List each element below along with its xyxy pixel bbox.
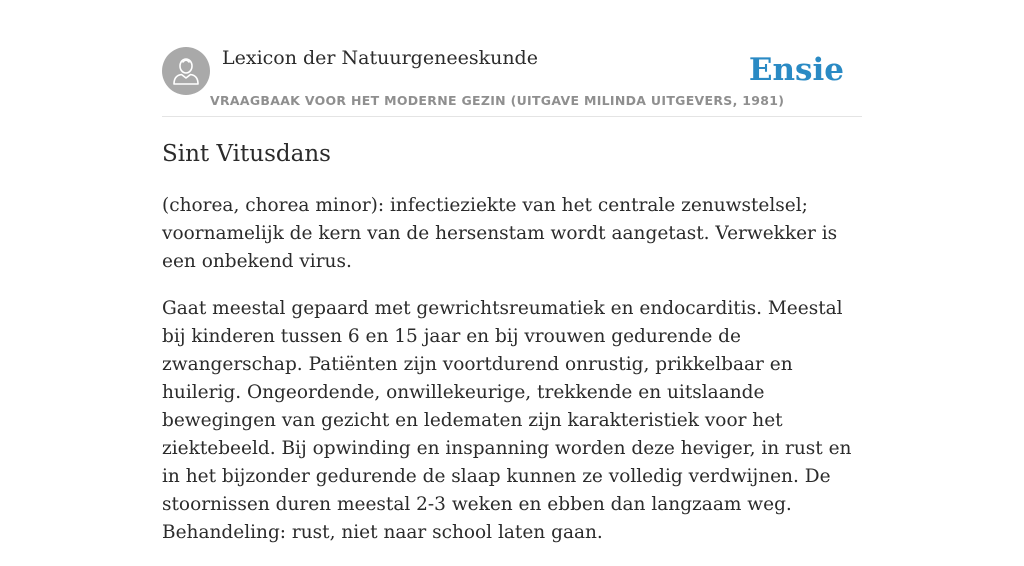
avatar[interactable] <box>162 47 210 95</box>
user-avatar-icon <box>162 47 210 95</box>
ensie-logo[interactable]: Ensie <box>748 52 844 88</box>
entry-title: Sint Vitusdans <box>162 141 331 167</box>
header <box>162 46 862 117</box>
entry-content <box>162 192 862 566</box>
book-subtitle: VRAAGBAAK VOOR HET MODERNE GEZIN (UITGAVE MILINDA UITGEVERS, 1981) <box>210 93 785 108</box>
entry-paragraph: (chorea, chorea minor): infectieziekte van het centrale zenuwstelsel; voornamelijk de kern van de hersenstam wordt aangetast. Verwekker is een onbekend virus. <box>162 195 838 272</box>
book-title-link[interactable]: Lexicon der Natuurgeneeskunde <box>222 47 538 69</box>
entry-paragraph: Gaat meestal gepaard met gewrichtsreumatiek en endocarditis. Meestal bij kinderen tussen 6 en 15 jaar en bij vrouwen gedurende de zwangerschap. Patiënten zijn voortdurend onrustig, prikkelbaar en huilerig. Ongeordende, onwillekeurige, trekkende en uitslaande bewegingen van gezicht en ledematen zijn karakteristiek voor het ziektebeeld. Bij opwinding en inspanning worden deze heviger, in rust en in het bijzonder gedurende de slaap kunnen ze volledig verdwijnen. De stoornissen duren meestal 2-3 weken en ebben dan langzaam weg. Behandeling: rust, niet naar school laten gaan. <box>162 298 852 543</box>
